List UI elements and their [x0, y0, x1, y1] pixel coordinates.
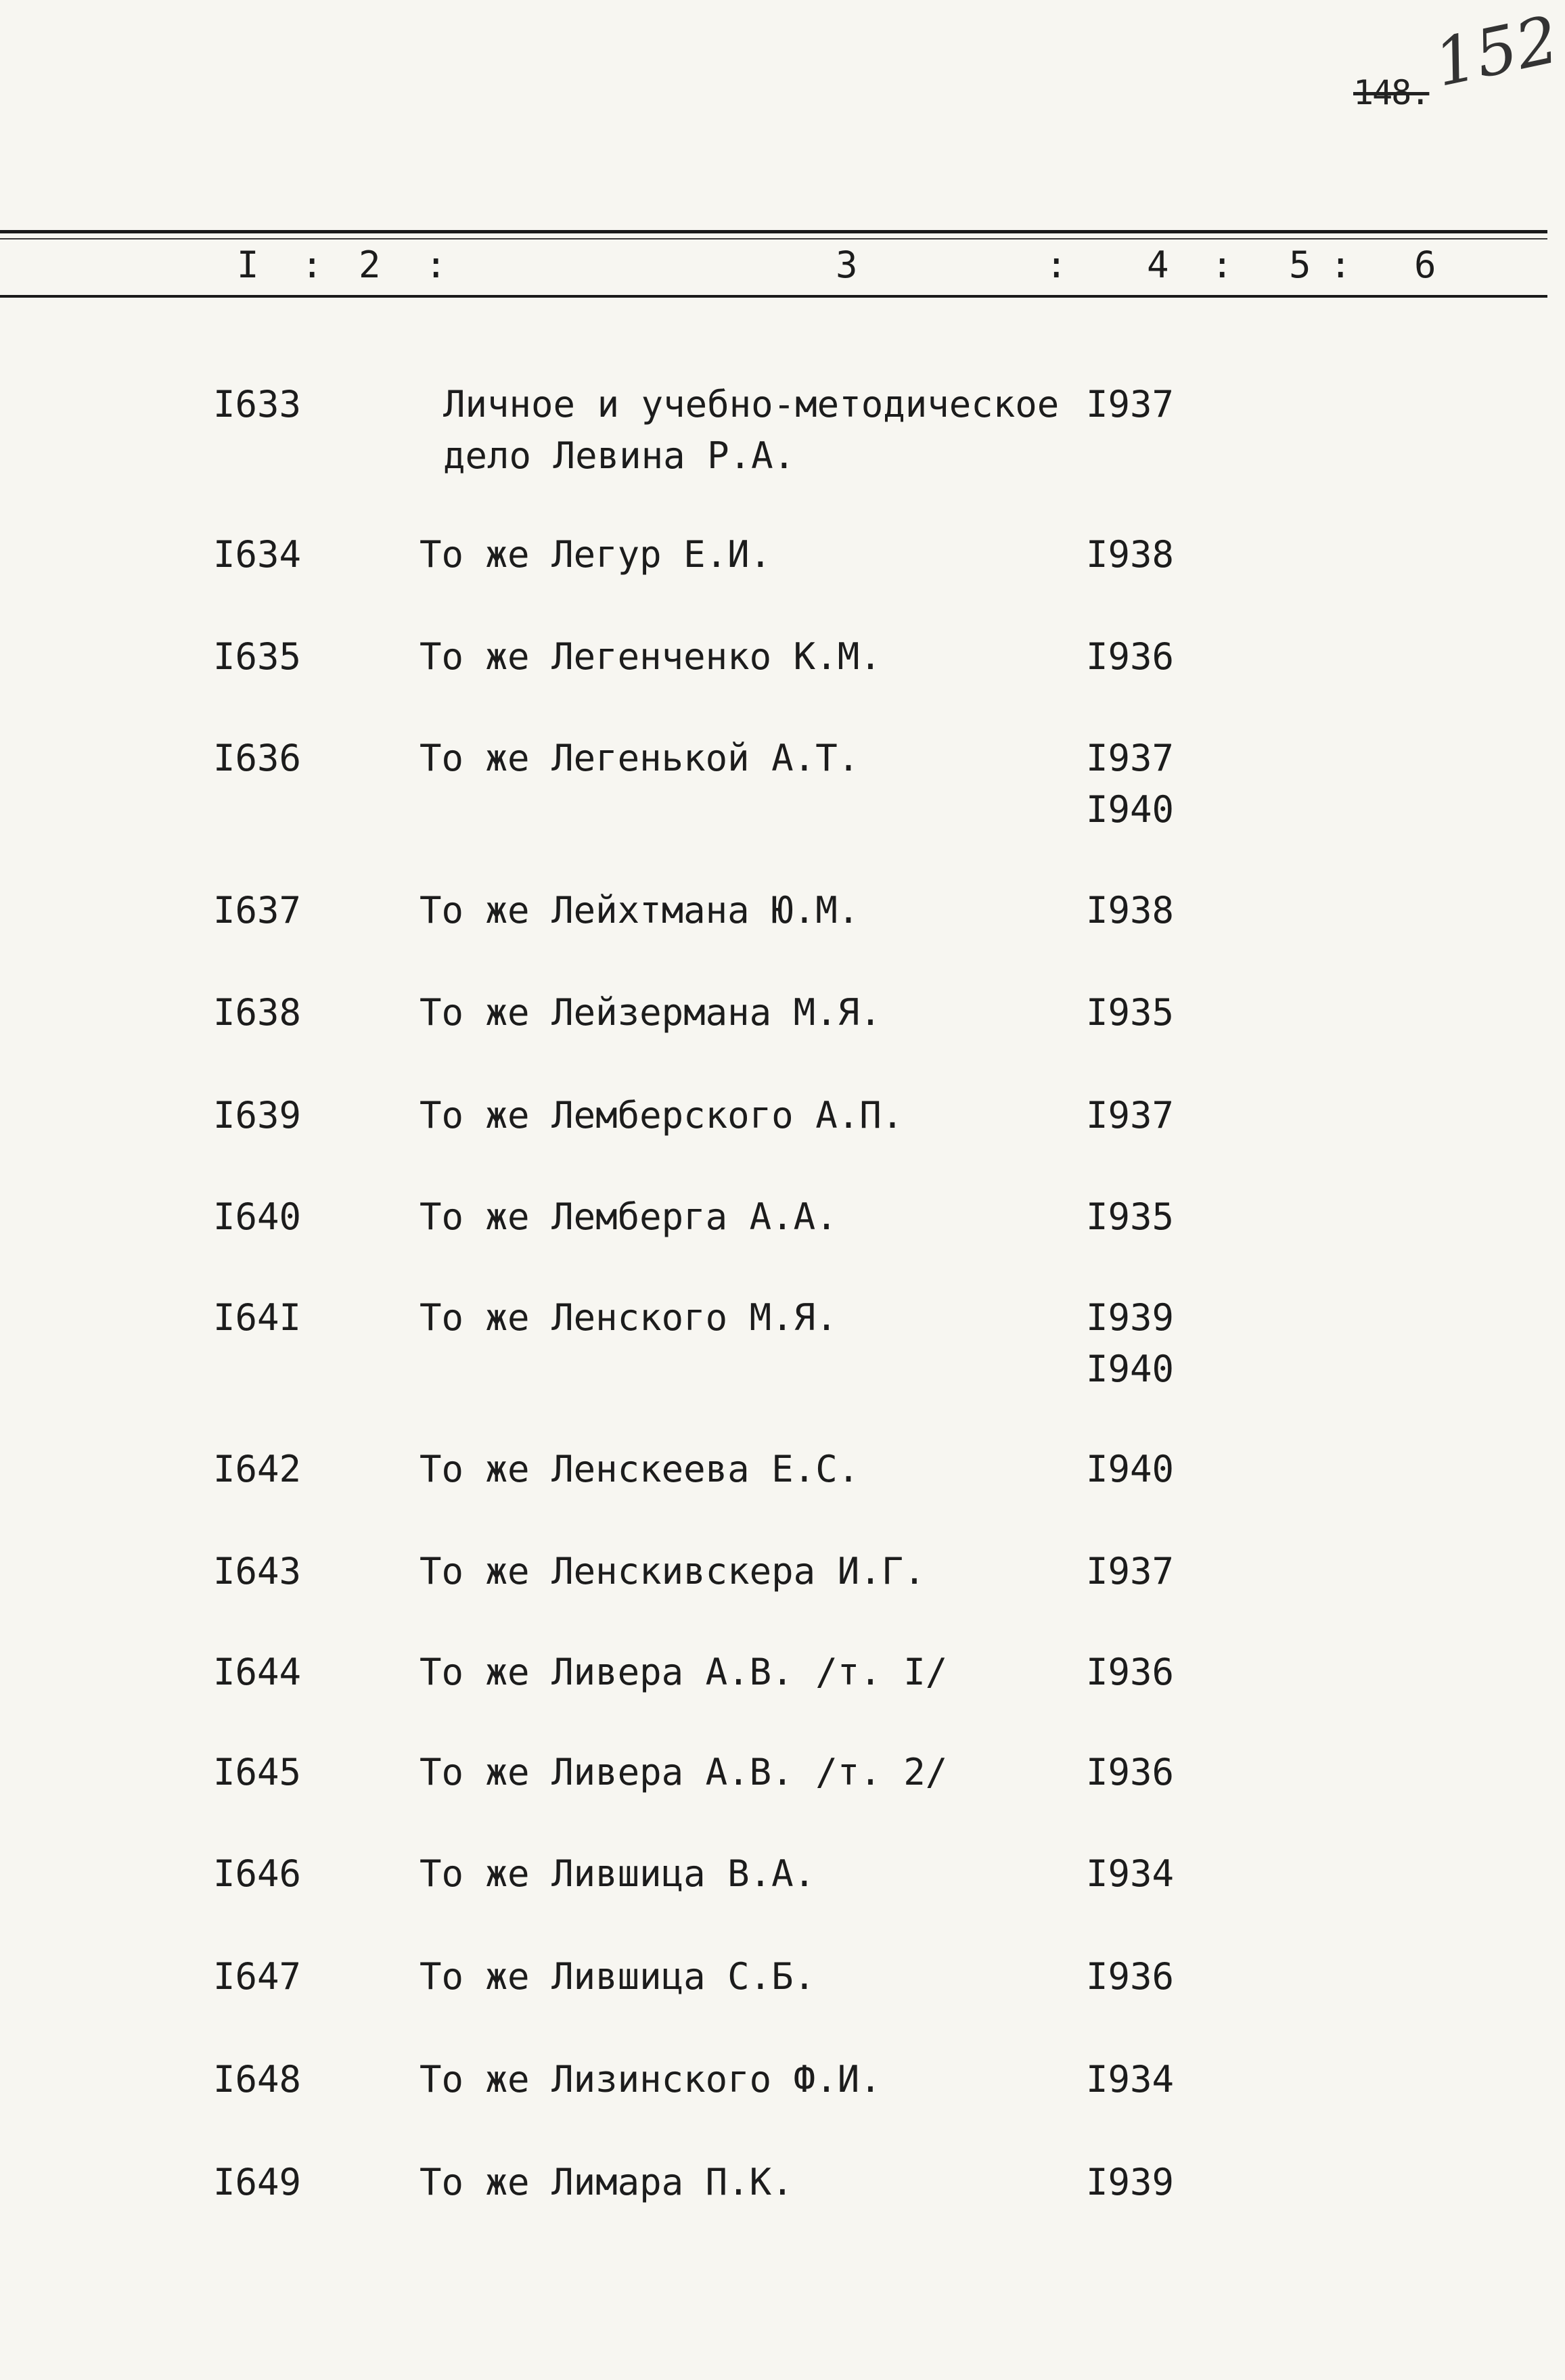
column-header-row [0, 244, 1547, 291]
record-years: I936 [1086, 1651, 1175, 1693]
record-number: I637 [213, 889, 302, 932]
column-separator: : [1330, 244, 1352, 286]
record-number: I638 [213, 991, 302, 1034]
record-years: I936 [1086, 635, 1175, 678]
record-number: I64I [213, 1296, 302, 1339]
record-title: То же Лившица В.А. [419, 1852, 816, 1895]
header-rule-top-thin [0, 238, 1547, 239]
column-header-4: 4 [1147, 244, 1169, 286]
record-title: То же Легенченко К.М. [419, 635, 882, 678]
record-title: То же Ливера А.В. /т. 2/ [419, 1751, 948, 1793]
record-years: I937 [1086, 383, 1175, 426]
record-number: I642 [213, 1448, 302, 1490]
record-years: I934 [1086, 1852, 1175, 1895]
record-years: I936 [1086, 1751, 1175, 1793]
record-years: I935 [1086, 1195, 1175, 1238]
record-number: I640 [213, 1195, 302, 1238]
record-number: I647 [213, 1955, 302, 1998]
header-rule-top [0, 230, 1547, 233]
record-title: То же Лемберга А.А. [419, 1195, 838, 1238]
record-years: I938 [1086, 889, 1175, 932]
record-years: I940 [1086, 1448, 1175, 1490]
record-title: То же Ленскеева Е.С. [419, 1448, 860, 1490]
record-title: То же Ленскивскера И.Г. [419, 1550, 926, 1593]
page-number-old: 148. [1353, 73, 1430, 112]
record-number: I645 [213, 1751, 302, 1793]
record-title: То же Лимара П.К. [419, 2161, 794, 2203]
record-number: I635 [213, 635, 302, 678]
record-years: I937 [1086, 1094, 1175, 1137]
record-title: То же Лейхтмана Ю.М. [419, 889, 860, 932]
record-number: I633 [213, 383, 302, 426]
record-years: I939 [1086, 2161, 1175, 2203]
record-title: Личное и учебно-методическое дело Левина Р.А. [443, 383, 1060, 477]
column-header-3: 3 [836, 244, 858, 286]
header-rule-bottom [0, 295, 1547, 298]
record-years: I938 [1086, 533, 1175, 576]
record-years: I937 [1086, 1550, 1175, 1593]
column-separator: : [1045, 244, 1068, 286]
page-number-handwritten: 152 [1428, 1, 1565, 101]
record-number: I643 [213, 1550, 302, 1593]
record-years: I934 [1086, 2058, 1175, 2101]
record-number: I649 [213, 2161, 302, 2203]
record-title: То же Лемберского А.П. [419, 1094, 904, 1137]
record-number: I639 [213, 1094, 302, 1137]
record-years: I935 [1086, 991, 1175, 1034]
record-number: I644 [213, 1651, 302, 1693]
column-separator: : [1211, 244, 1233, 286]
column-separator: : [301, 244, 323, 286]
column-separator: : [425, 244, 447, 286]
column-header-2: 2 [359, 244, 381, 286]
record-title: То же Ленского М.Я. [419, 1296, 838, 1339]
column-header-5: 5 [1289, 244, 1311, 286]
record-number: I646 [213, 1852, 302, 1895]
record-title: То же Легенькой А.Т. [419, 737, 860, 779]
record-number: I636 [213, 737, 302, 779]
record-years: I937 I940 [1086, 737, 1175, 831]
record-title: То же Лизинского Ф.И. [419, 2058, 882, 2101]
record-years: I939 I940 [1086, 1296, 1175, 1390]
column-header-1: I [237, 244, 259, 286]
record-number: I634 [213, 533, 302, 576]
record-title: То же Легур Е.И. [419, 533, 772, 576]
record-title: То же Ливера А.В. /т. I/ [419, 1651, 948, 1693]
record-years: I936 [1086, 1955, 1175, 1998]
record-number: I648 [213, 2058, 302, 2101]
column-header-6: 6 [1414, 244, 1436, 286]
record-title: То же Лейзермана М.Я. [419, 991, 882, 1034]
record-title: То же Лившица С.Б. [419, 1955, 816, 1998]
